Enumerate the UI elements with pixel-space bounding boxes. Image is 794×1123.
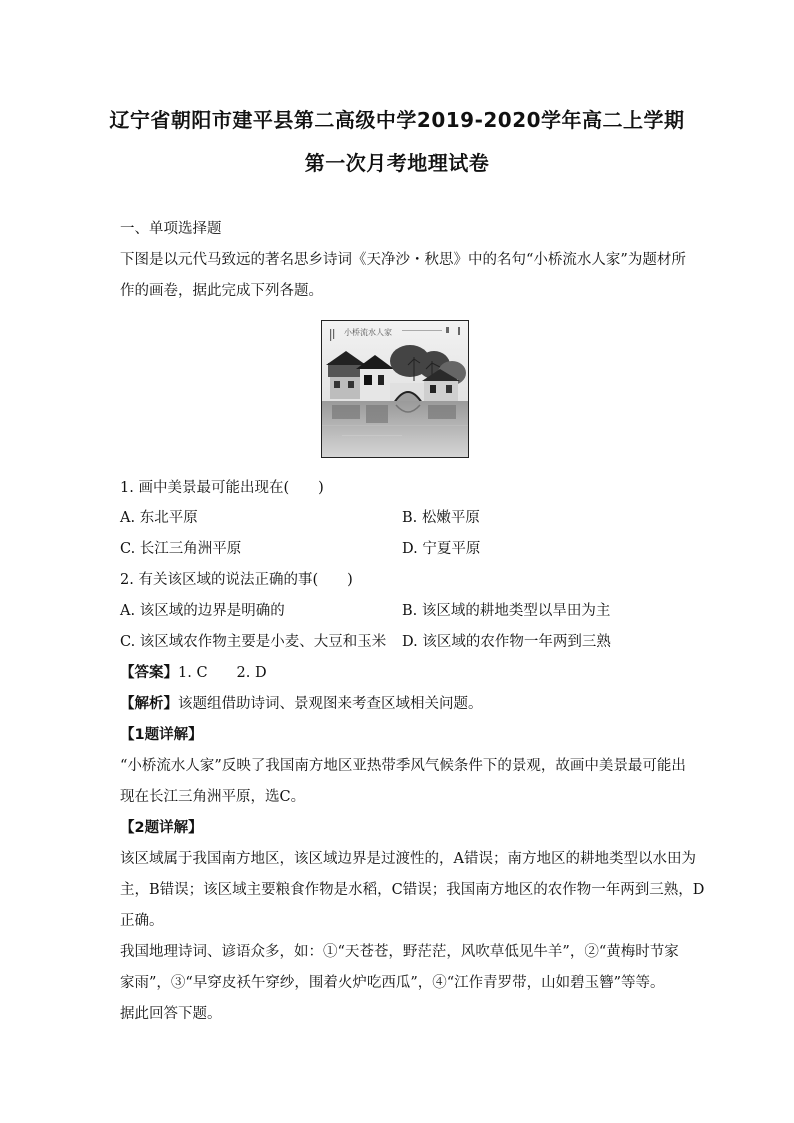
intro-line-1: 下图是以元代马致远的著名思乡诗词《天净沙・秋思》中的名句“小桥流水人家”为题材所 [120,252,686,268]
analysis-line [120,694,483,714]
question-1-option-c: C. 长江三角洲平原 [120,541,242,557]
document-title-line-2: 第一次月考地理试卷 [304,151,490,175]
question-1-option-d: D. 宁夏平原 [402,541,481,557]
detail-1-line-1: “小桥流水人家”反映了我国南方地区亚热带季风气候条件下的景观，故画中美景最可能出 [120,758,686,774]
answer-label: 【答案】 [120,665,178,681]
question-1-option-b: B. 松嫩平原 [402,510,480,526]
detail-1-line-2: 现在长江三角洲平原，选C。 [120,789,306,805]
landscape-painting-image [321,320,469,458]
answer-line [120,663,267,683]
passage-line-1: 我国地理诗词、谚语众多，如：①“天苍苍，野茫茫，风吹草低见牛羊”，②“黄梅时节家 [120,944,679,960]
question-2-stem: 2. 有关该区域的说法正确的事( ) [120,572,353,588]
intro-line-2: 作的画卷，据此完成下列各题。 [120,283,323,299]
analysis-label: 【解析】 [120,696,178,712]
detail-2-label: 【2题详解】 [120,820,203,836]
passage-line-2: 家雨”，③“早穿皮袄午穿纱，围着火炉吃西瓜”，④“江作青罗带，山如碧玉簪”等等。 [120,975,665,991]
passage-line-3: 据此回答下题。 [120,1006,222,1022]
section-heading: 一、单项选择题 [120,221,222,237]
question-2-option-c: C. 该区域农作物主要是小麦、大豆和玉米 [120,634,387,650]
detail-2-line-3: 正确。 [120,913,164,929]
detail-2-line-2: 主，B错误；该区域主要粮食作物是水稻，C错误；我国南方地区的农作物一年两到三熟，D [120,882,705,898]
question-1-stem: 1. 画中美景最可能出现在( ) [120,480,324,496]
document-title-line-1: 辽宁省朝阳市建平县第二高级中学2019-2020学年高二上学期 [109,108,685,132]
question-1-option-a: A. 东北平原 [120,510,198,526]
question-2-option-a: A. 该区域的边界是明确的 [120,603,285,619]
detail-1-label: 【1题详解】 [120,727,203,743]
question-2-option-b: B. 该区域的耕地类型以旱田为主 [402,603,611,619]
answer-text: 1. C 2. D [178,665,267,681]
detail-2-line-1: 该区域属于我国南方地区，该区域边界是过渡性的，A错误；南方地区的耕地类型以水田为 [120,851,696,867]
analysis-text: 该题组借助诗词、景观图来考查区域相关问题。 [178,696,483,712]
svg-text:小桥流水人家: 小桥流水人家 [344,328,392,337]
question-2-option-d: D. 该区域的农作物一年两到三熟 [402,634,611,650]
